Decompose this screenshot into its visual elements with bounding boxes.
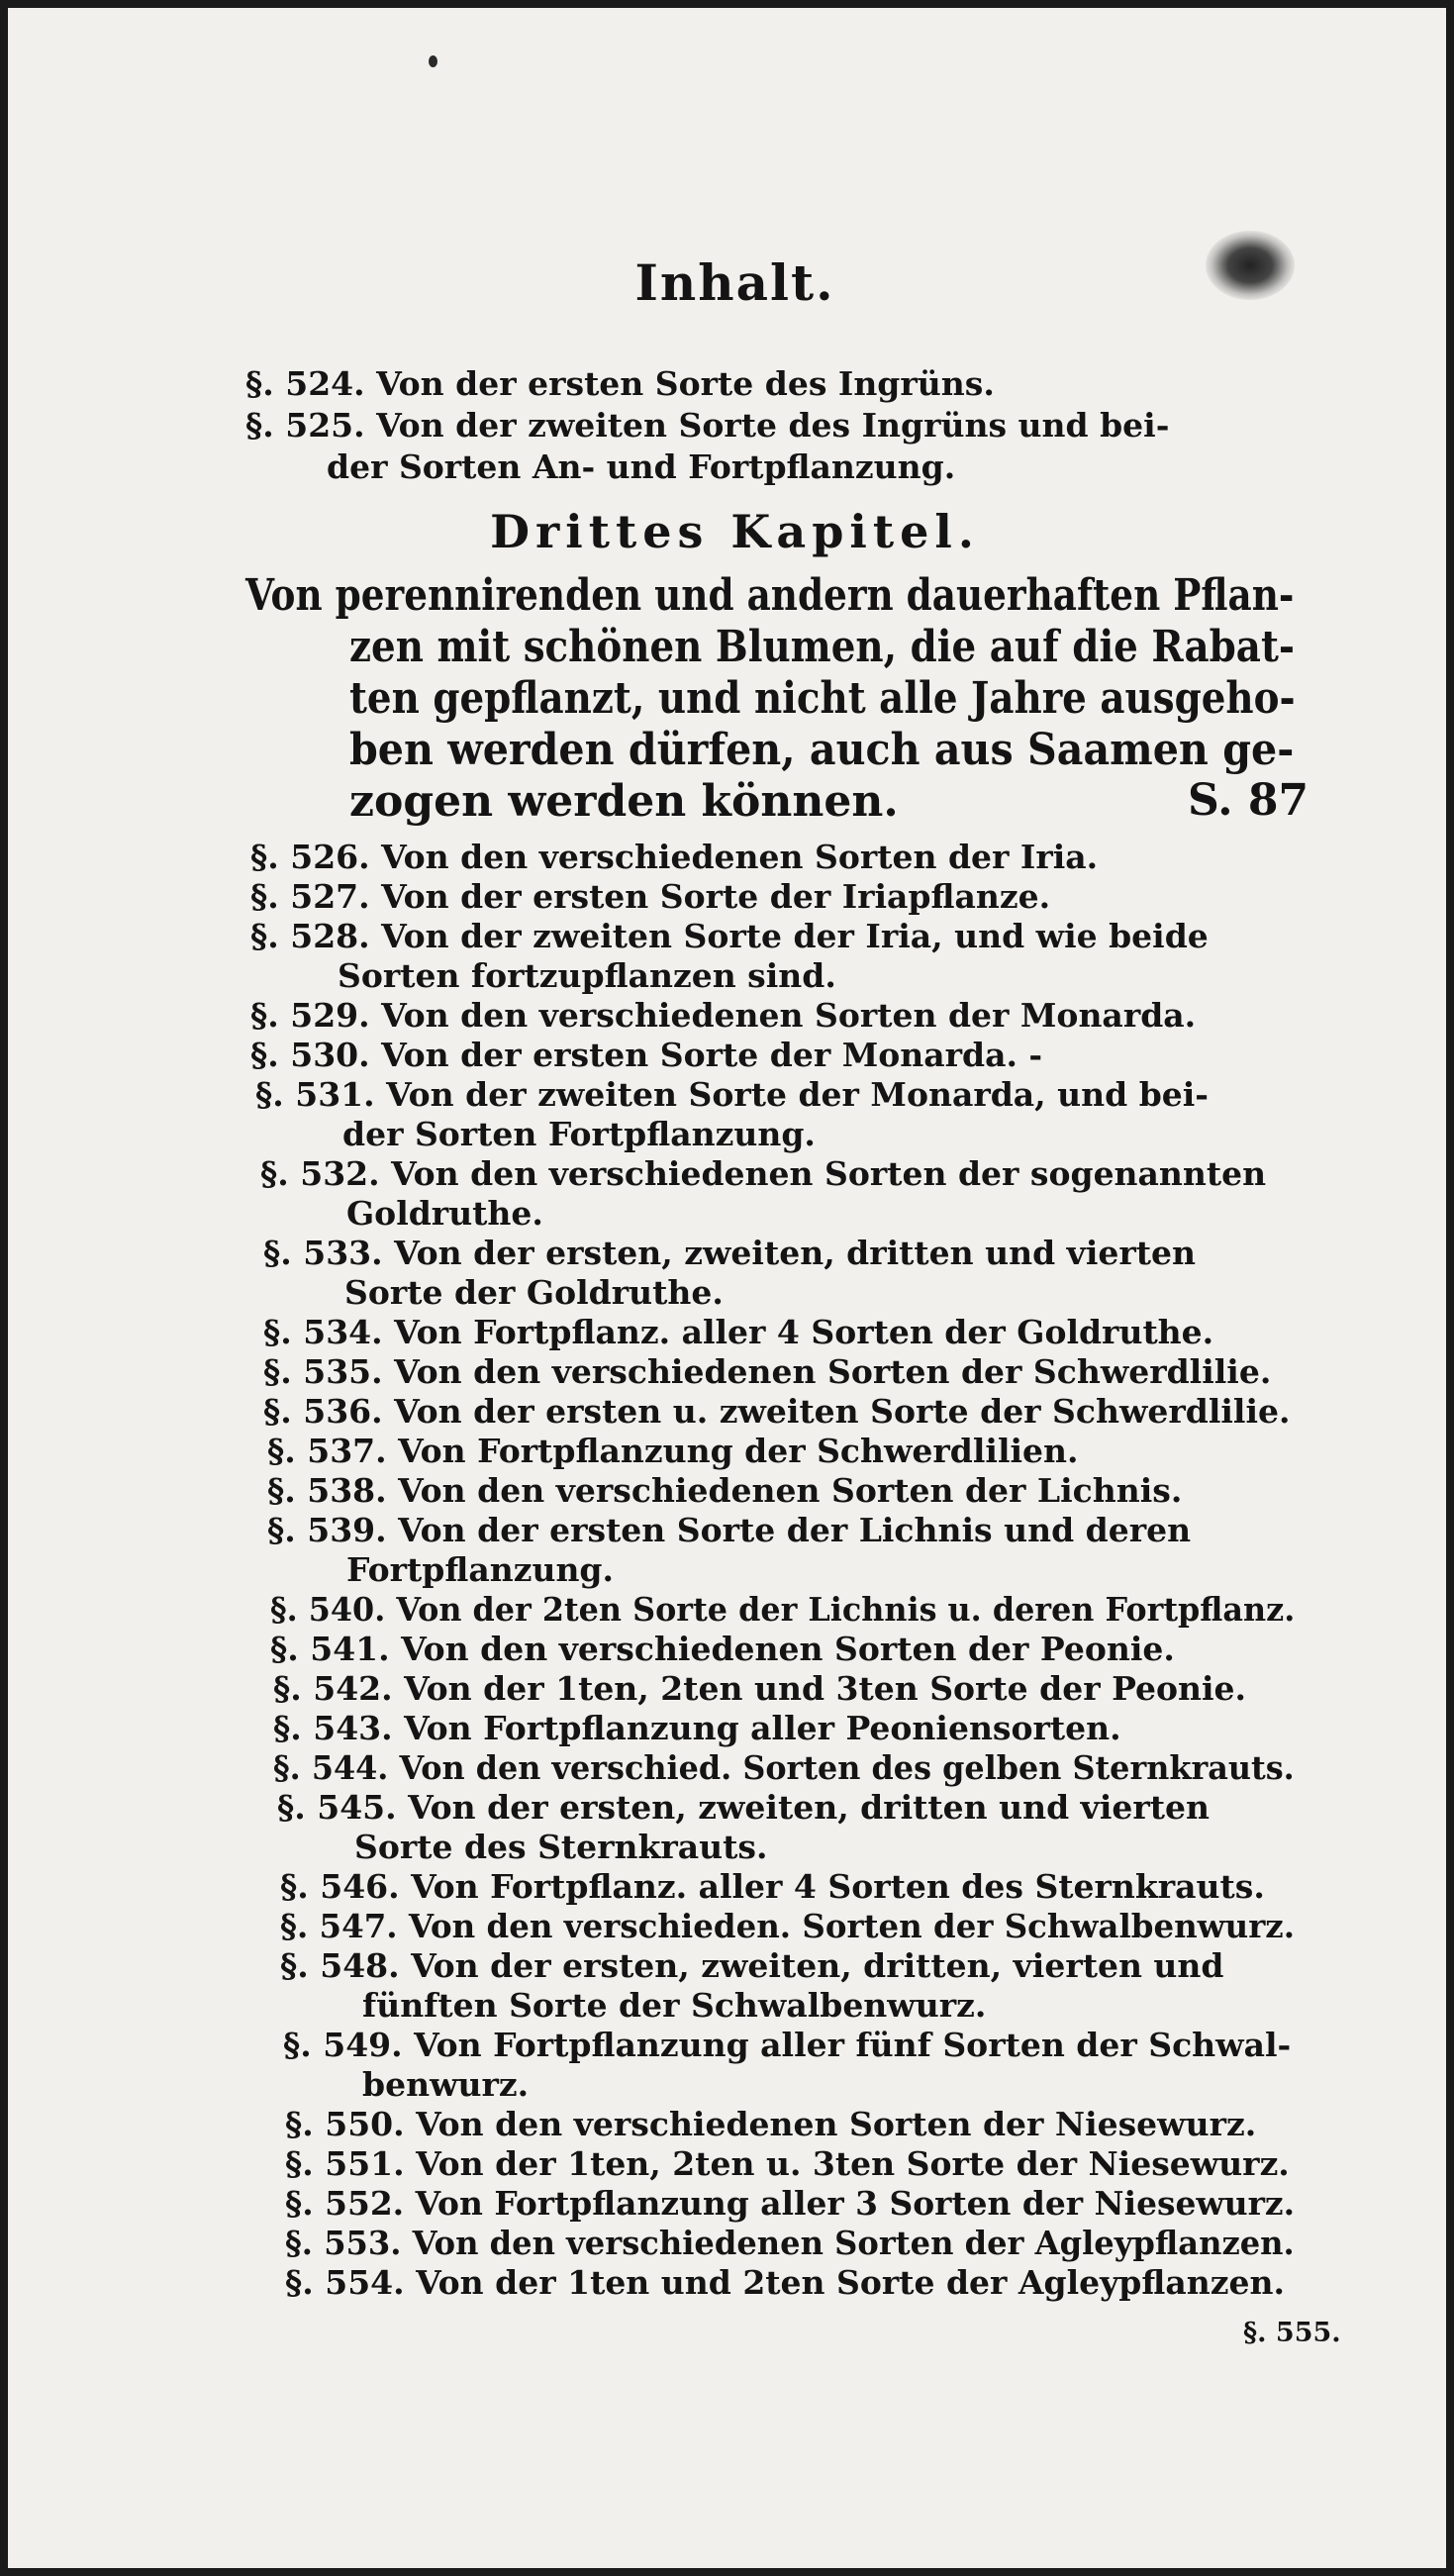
toc-entry: §. 527. Von der ersten Sorte der Iriapflanze. bbox=[250, 877, 1051, 916]
toc-entry: §. 550. Von den verschiedenen Sorten der Niesewurz. bbox=[285, 2105, 1257, 2143]
toc-entry: §. 530. Von der ersten Sorte der Monarda. - bbox=[250, 1036, 1043, 1074]
toc-entry: §. 539. Von der ersten Sorte der Lichnis und deren bbox=[267, 1511, 1192, 1549]
toc-entry: §. 541. Von den verschiedenen Sorten der Peonie. bbox=[270, 1630, 1175, 1668]
page-title: Inhalt. bbox=[634, 253, 835, 312]
ink-dot bbox=[429, 55, 437, 67]
toc-entry: §. 542. Von der 1ten, 2ten und 3ten Sorte der Peonie. bbox=[273, 1669, 1247, 1708]
toc-entry: §. 548. Von der ersten, zweiten, dritten, vierten und bbox=[280, 1946, 1224, 1985]
toc-entry: §. 532. Von den verschiedenen Sorten der sogenannten bbox=[260, 1154, 1267, 1193]
chapter-heading: Drittes Kapitel. bbox=[490, 505, 980, 558]
toc-entry: §. 524. Von der ersten Sorte des Ingrüns. bbox=[245, 364, 995, 403]
toc-entry: §. 554. Von der 1ten und 2ten Sorte der Agleypflanzen. bbox=[285, 2263, 1285, 2302]
toc-entry: §. 531. Von der zweiten Sorte der Monarda, und bei- bbox=[255, 1075, 1209, 1114]
toc-entry: §. 534. Von Fortpflanz. aller 4 Sorten der Goldruthe. bbox=[263, 1313, 1214, 1351]
chapter-title-line: ben werden dürfen, auch aus Saamen ge- bbox=[349, 725, 1295, 775]
toc-entry-continuation: der Sorten An- und Fortpflanzung. bbox=[327, 447, 956, 486]
toc-entry: §. 529. Von den verschiedenen Sorten der Monarda. bbox=[250, 996, 1197, 1035]
chapter-page-ref: S. 87 bbox=[1188, 775, 1309, 826]
toc-entry-continuation: Sorte der Goldruthe. bbox=[344, 1273, 724, 1312]
chapter-title-line: Von perennirenden und andern dauerhaften Pflan- bbox=[245, 570, 1295, 621]
toc-entry: §. 538. Von den verschiedenen Sorten der Lichnis. bbox=[267, 1471, 1183, 1510]
toc-entry: §. 525. Von der zweiten Sorte des Ingrüns und bei- bbox=[245, 406, 1170, 445]
toc-entry: §. 553. Von den verschiedenen Sorten der Agleypflanzen. bbox=[285, 2224, 1295, 2262]
toc-entry-continuation: Fortpflanzung. bbox=[346, 1550, 614, 1589]
chapter-title-line: zen mit schönen Blumen, die auf die Rabat- bbox=[349, 622, 1295, 672]
toc-entry: §. 549. Von Fortpflanzung aller fünf Sorten der Schwal- bbox=[283, 2026, 1292, 2064]
toc-entry: §. 536. Von der ersten u. zweiten Sorte der Schwerdlilie. bbox=[263, 1392, 1291, 1431]
toc-entry: §. 546. Von Fortpflanz. aller 4 Sorten des Sternkrauts. bbox=[280, 1867, 1265, 1906]
toc-entry-continuation: Sorten fortzupflanzen sind. bbox=[338, 956, 836, 995]
toc-entry: §. 552. Von Fortpflanzung aller 3 Sorten der Niesewurz. bbox=[285, 2184, 1296, 2223]
toc-entry: §. 540. Von der 2ten Sorte der Lichnis u. deren Fortpflanz. bbox=[270, 1590, 1296, 1629]
toc-entry: §. 545. Von der ersten, zweiten, dritten und vierten bbox=[277, 1788, 1210, 1827]
toc-entry: §. 535. Von den verschiedenen Sorten der Schwerdlilie. bbox=[263, 1352, 1272, 1391]
toc-entry-continuation: Goldruthe. bbox=[346, 1194, 543, 1233]
toc-entry-continuation: benwurz. bbox=[362, 2065, 530, 2104]
toc-entry-continuation: fünften Sorte der Schwalbenwurz. bbox=[362, 1986, 987, 2025]
chapter-title-line: ten gepflanzt, und nicht alle Jahre ausgeho- bbox=[349, 673, 1296, 724]
toc-entry: §. 544. Von den verschied. Sorten des gelben Sternkrauts. bbox=[273, 1748, 1295, 1787]
toc-entry: §. 537. Von Fortpflanzung der Schwerdlilien. bbox=[267, 1432, 1079, 1470]
toc-entry: §. 551. Von der 1ten, 2ten u. 3ten Sorte der Niesewurz. bbox=[285, 2144, 1290, 2183]
toc-entry: §. 547. Von den verschieden. Sorten der Schwalbenwurz. bbox=[280, 1907, 1296, 1945]
catchword: §. 555. bbox=[1243, 2318, 1341, 2348]
chapter-title-line: zogen werden können. bbox=[349, 776, 899, 827]
toc-entry: §. 526. Von den verschiedenen Sorten der Iria. bbox=[250, 838, 1099, 876]
toc-entry-continuation: Sorte des Sternkrauts. bbox=[354, 1828, 768, 1866]
toc-entry-continuation: der Sorten Fortpflanzung. bbox=[342, 1115, 816, 1153]
toc-entry: §. 543. Von Fortpflanzung aller Peoniensorten. bbox=[273, 1709, 1121, 1747]
toc-entry: §. 533. Von der ersten, zweiten, dritten und vierten bbox=[263, 1234, 1196, 1272]
toc-entry: §. 528. Von der zweiten Sorte der Iria, und wie beide bbox=[250, 917, 1209, 955]
